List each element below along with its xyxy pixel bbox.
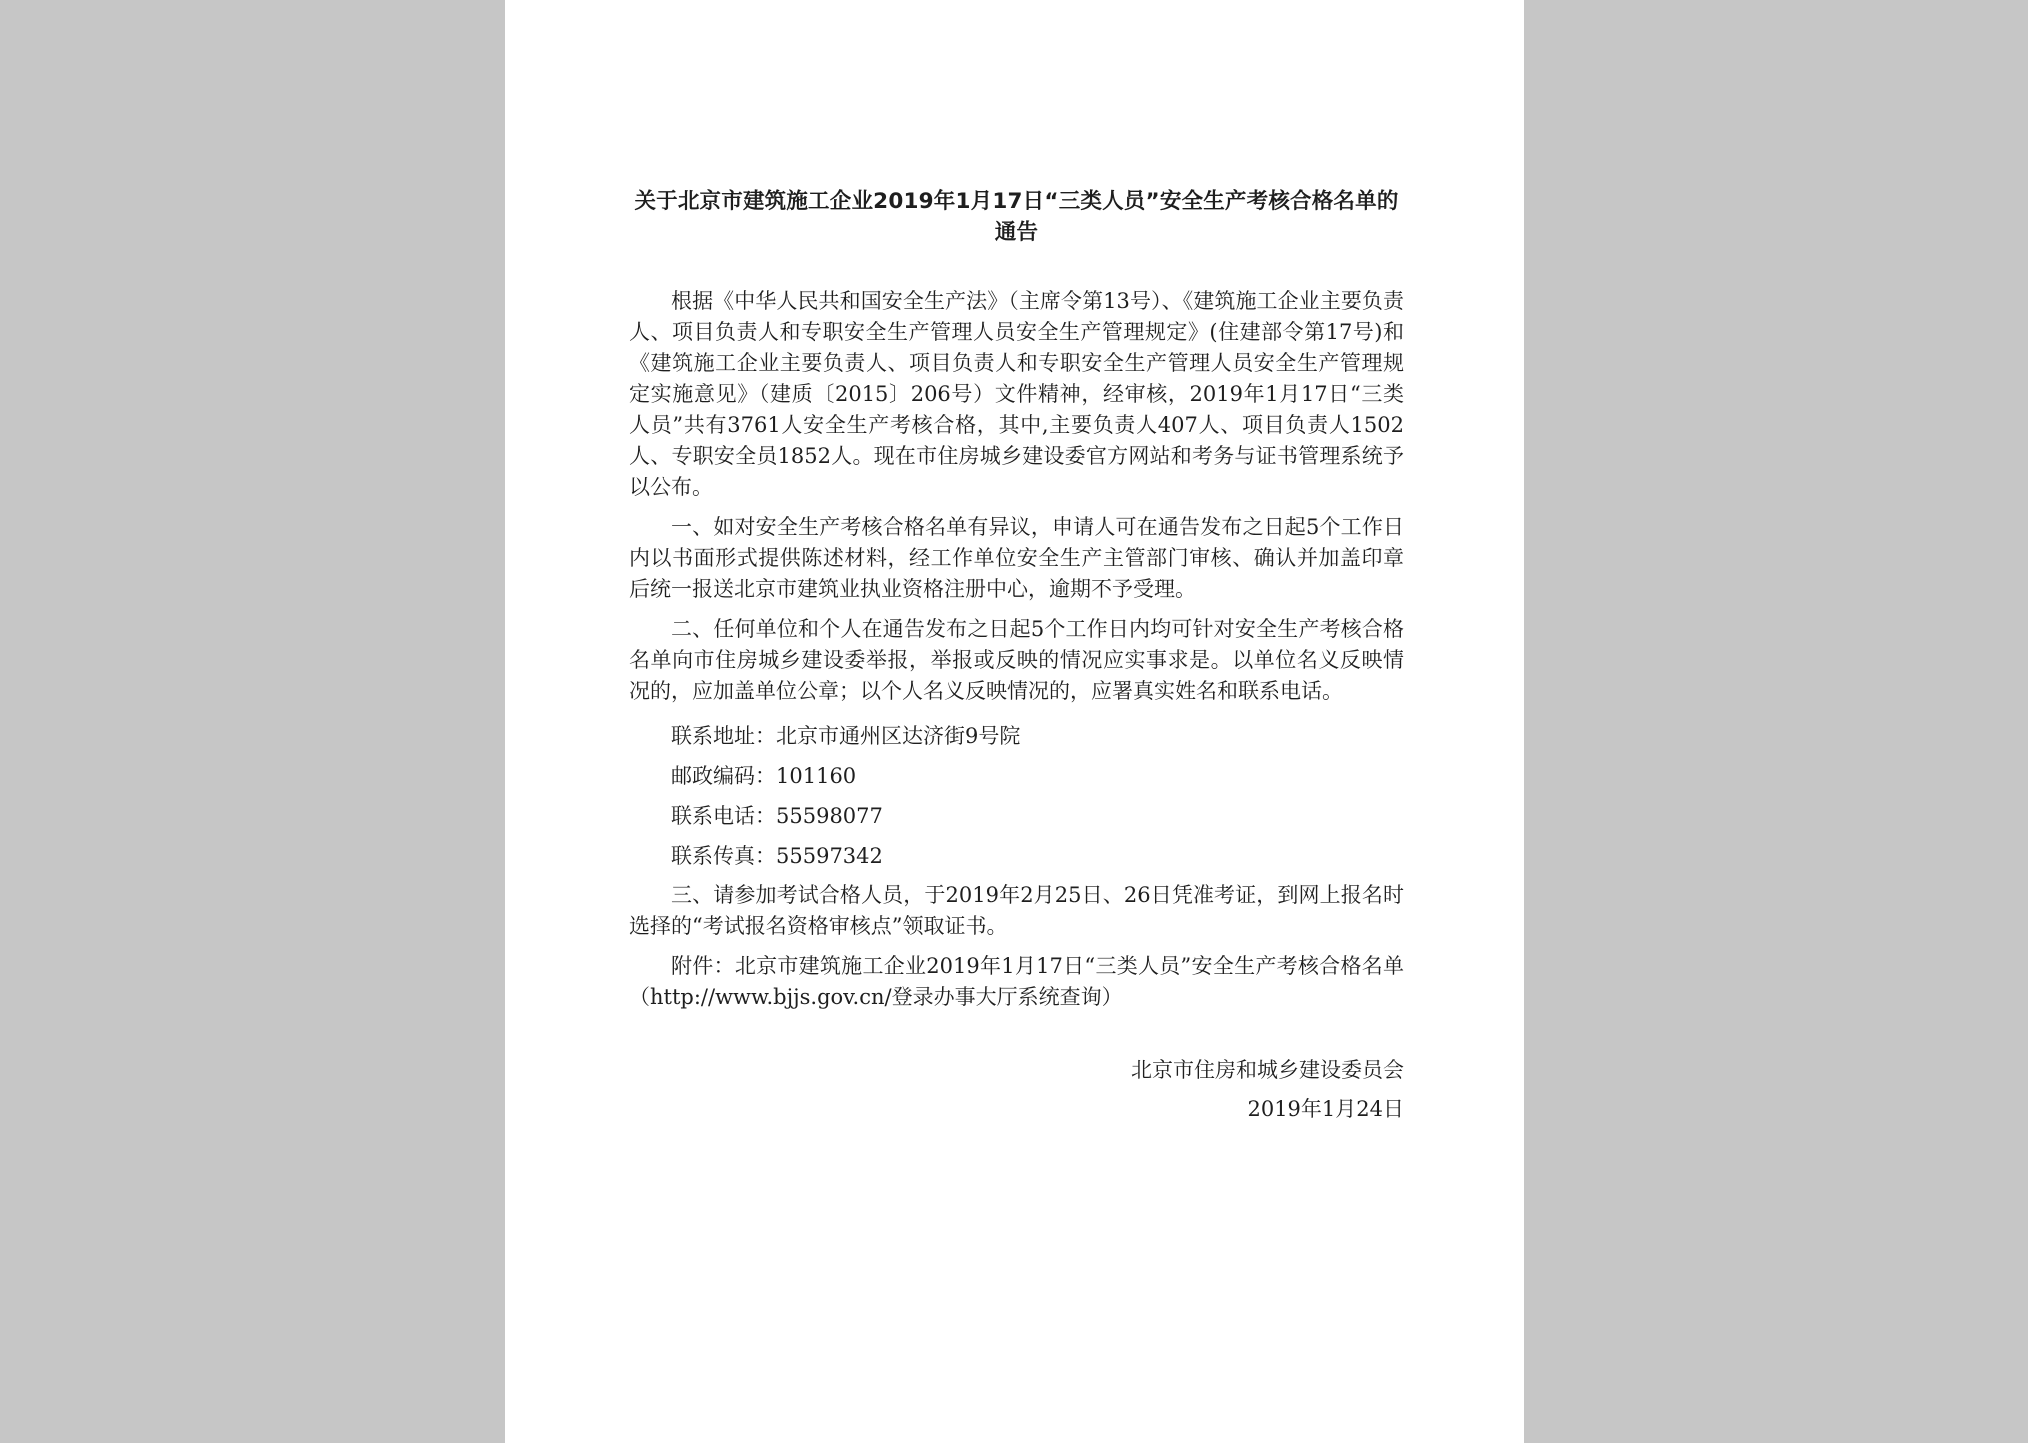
issue-date: 2019年1月24日 (1247, 1097, 1404, 1121)
signature-block (629, 1051, 1404, 1129)
page-content (629, 186, 1404, 1129)
contact-postcode: 邮政编码：101160 (671, 764, 857, 788)
certificate-paragraph: 三、请参加考试合格人员，于2019年2月25日、26日凭准考证，到网上报名时选择的“考试报名资格审核点”领取证书。 (629, 883, 1404, 938)
issuing-organization: 北京市住房和城乡建设委员会 (1131, 1058, 1404, 1082)
contact-phone: 联系电话：55598077 (671, 804, 883, 828)
contact-address: 联系地址：北京市通州区达济街9号院 (671, 724, 1021, 748)
report-paragraph: 二、任何单位和个人在通告发布之日起5个工作日内均可针对安全生产考核合格名单向市住房城乡建设委举报，举报或反映的情况应实事求是。以单位名义反映情况的，应加盖单位公章；以个人名义反映情况的，应署真实姓名和联系电话。 (629, 617, 1404, 703)
intro-paragraph: 根据《中华人民共和国安全生产法》（主席令第13号）、《建筑施工企业主要负责人、项目负责人和专职安全生产管理人员安全生产管理规定》(住建部令第17号)和《建筑施工企业主要负责人、项目负责人和专职安全生产管理人员安全生产管理规定实施意见》（建质〔2015〕206号）文件精神，经审核，2019年1月17日“三类人员”共有3761人安全生产考核合格，其中,主要负责人407人、项目负责人1502人、专职安全员1852人。现在市住房城乡建设委官方网站和考务与证书管理系统予以公布。 (629, 289, 1404, 499)
attachment-paragraph: 附件：北京市建筑施工企业2019年1月17日“三类人员”安全生产考核合格名单（http://www.bjjs.gov.cn/登录办事大厅系统查询） (629, 954, 1404, 1009)
objection-paragraph: 一、如对安全生产考核合格名单有异议，申请人可在通告发布之日起5个工作日内以书面形式提供陈述材料，经工作单位安全生产主管部门审核、确认并加盖印章后统一报送北京市建筑业执业资格注册中心，逾期不予受理。 (629, 515, 1404, 601)
document-title: 关于北京市建筑施工企业2019年1月17日“三类人员”安全生产考核合格名单的通告 (634, 189, 1399, 245)
document-page (505, 0, 1524, 1443)
contact-block (629, 716, 1404, 876)
contact-fax: 联系传真：55597342 (671, 844, 883, 868)
